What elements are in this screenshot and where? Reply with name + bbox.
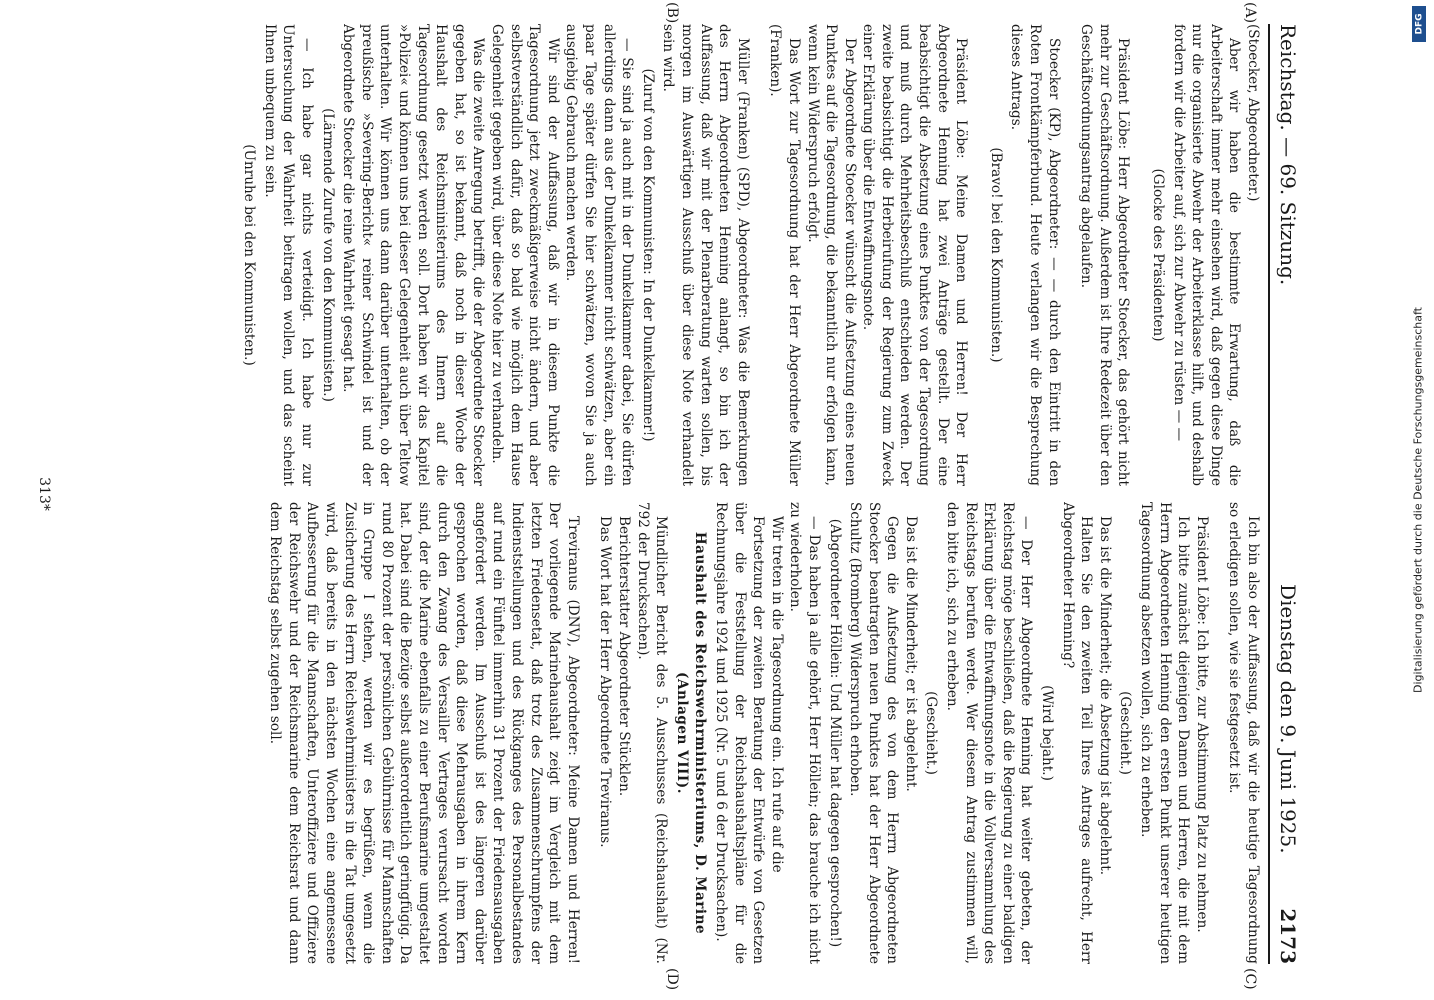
paragraph: Ich bitte zunächst diejenigen Damen und Herren, die mit dem Herrn Abgeordneten Henning den ersten Punkt unserer heutigen Tagesordnung absetzen wollen, sich zu erheben.: [1138, 502, 1192, 964]
paragraph: Das Wort hat der Herr Abgeordnete Treviranus.: [597, 516, 614, 848]
agenda-heading: Haushalt des Reichswehrministeriums, D. Marine (Anlagen VIII).: [673, 531, 709, 935]
paragraph: Was die zweite Anregung betrifft, die der Abgeordnete Stoecker gegeben hat, so ist bekannt, daß noch in dieser Woche der Haushalt des Reichsministeriums des Innern auf die Tagesordnung gesetzt werden soll. Dort haben wir das Kapitel »Polizei« und können uns bei dieser Gelegenheit auch über Teltow unterhalten. Wir können uns dann darüber unterhalten, ob der preußische »Severing-Bericht« reiner Schwindel ist und der Abgeordnete Stoecker die reine Wahrheit gesagt hat.: [340, 24, 487, 486]
header-left: Reichstag. — 69. Sitzung.: [1276, 24, 1300, 286]
speech-paragraph: Präsident Löbe: Herr Abgeordneter Stoecker, das gehört nicht mehr zur Geschäftsordnung. Außerdem ist Ihre Redezeit über den Geschäftsordnungsantrag abgelaufen.: [1078, 24, 1132, 486]
speech-paragraph: Müller (Franken) (SPD), Abgeordneter: Was die Bemerkungen des Herrn Abgeordneten Henning anlangt, so bin ich der Auffassung, daß wir mit der Plenarberatung warten sollen, bis morgen im Auswärtigen Ausschuß über diese Note verhandelt sein wird.: [660, 24, 751, 486]
paragraph: Das ist die Minderheit; er ist abgelehnt.: [902, 516, 919, 792]
sheet-number: 313*: [36, 477, 52, 511]
speech-paragraph: Stoecker (KP), Abgeordneter: — — durch den Eintritt in den Roten Frontkämpferbund. Heute verlangen wir die Besprechung dieses Antrags.: [1008, 24, 1062, 486]
header-date: Dienstag den 9. Juni 1925.: [1276, 584, 1300, 854]
stage-direction: (Abgeordneter Höllein: Und Müller hat dagegen gesprochen!): [826, 518, 843, 948]
funding-credit: Digitalisierung gefördert durch die Deutsche Forschungsgemeinschaft: [1411, 307, 1425, 693]
right-column: [42, 502, 1262, 964]
header-page-number: 2173: [1276, 908, 1300, 964]
paragraph: Das ist die Minderheit; die Absetzung ist abgelehnt.: [1096, 516, 1113, 876]
stage-direction: (Unruhe bei den Kommunisten.): [241, 144, 258, 366]
stage-direction: (Glocke des Präsidenten): [1150, 168, 1167, 342]
margin-mark-c: (C): [1242, 968, 1258, 990]
page-body: [30, 2, 1370, 991]
stage-direction: (Geschieht.): [1117, 691, 1134, 775]
paragraph: (Stoecker, Abgeordneter.): [1245, 24, 1261, 202]
paragraph: — Das haben ja alle gehört, Herr Höllein; das brauche ich nicht zu wiederholen.: [787, 502, 822, 964]
paragraph: — Sie sind ja auch mit in der Dunkelkammer dabei, Sie dürfen allerdings dann aus der Dunkelkammer nicht schwätzen, aber ein paar Tage später dürfen Sie hier schwätzen, wovon Sie ja auch ausgiebig Gebrauch machen werden.: [563, 24, 636, 486]
stage-direction: (Bravo! bei den Kommunisten.): [987, 147, 1004, 363]
paragraph: Aber wir haben die bestimmte Erwartung, daß die Arbeiterschaft immer mehr einsehen wird, daß gegen diese Dinge nur die organisierte Abwehr der Arbeiterklasse hilft, und deshalb fordern wir die Arbeiter auf, sich zur Abwehr zu rüsten — —: [1170, 24, 1243, 486]
speech-paragraph: Präsident Löbe: Meine Damen und Herren! Der Herr Abgeordnete Henning hat zwei Anträge gestellt. Der eine beabsichtigt die Absetzung eines Punktes von der Tagesordnung und muß durch Mehrheitsbeschluß entschieden werden. Der zweite beabsichtigt die Herbeirufung der Regierung zum Zweck einer Erklärung über die Entwaffnungsnote.: [860, 24, 970, 486]
stage-direction: (Wird bejaht.): [1039, 685, 1056, 781]
paragraph: Ich bin also der Auffassung, daß wir die heutige Tagesordnung so erledigen sollen, wie sie festgesetzt ist.: [1226, 502, 1261, 964]
page-header: [1268, 24, 1310, 964]
stage-direction: (Zuruf von den Kommunisten: In der Dunkelkammer!): [639, 68, 656, 442]
paragraph: Berichterstatter Abgeordneter Stücklen.: [616, 516, 632, 797]
speech-paragraph: Treviranus (DNV), Abgeordneter: Meine Damen und Herren! Der vorliegende Marinehaushalt zeigt im Vergleich mit dem letzten Friedensetat, daß trotz des Zusammenschrumpfens der Indienststellungen und des Rückganges des Personalbestandes auf rund ein Fünftel immerhin 31 Prozent der Friedensausgaben angefordert werden. Im Ausschuß ist des längeren darüber gesprochen worden, daß diese Mehrausgaben in ihrem Kern durch den Zwang des Versailler Vertrages verursacht worden sind, der die Marine ebenfalls zu einer Berufsmarine umgestaltet hat. Dabei sind die Bezüge selbst außerordentlich geringfügig. Da rund 80 Prozent der persönlichen Gebührnisse für Mannschaften in Gruppe I stehen, werden wir es begrüßen, wenn die Zusicherung des Herrn Reichswehrministers in die Tat umgesetzt wird, daß bereits in den nächsten Wochen eine angemessene Aufbesserung für die Mannschaften, Unteroffiziere und Offiziere der Reichswehr und der Reichsmarine dem Reichsrat und dann dem Reichstag selbst zugehen soll.: [267, 502, 581, 964]
paragraph: — Der Herr Abgeordnete Henning hat weiter gebeten, der Reichstag möge beschließen, daß die Regierung zu einer baldigen Erklärung über die Entwaffnungsnote in die Vollversammlung des Reichstags berufen werde. Wer diesem Antrag zustimmen will, den bitte ich, sich zu erheben.: [944, 502, 1035, 964]
speech-paragraph: Präsident Löbe: Ich bitte, zur Abstimmung Platz zu nehmen.: [1193, 516, 1210, 933]
paragraph: Wir sind der Auffassung, daß wir in diesem Punkte die Tagesordnung jetzt zweckmäßigerweise nicht ändern, und aber selbstverständlich dafür, daß so bald wie möglich dem Hause Gelegenheit gegeben wird, über diese Note hier zu verhandeln.: [489, 24, 561, 486]
left-column: [42, 24, 1262, 486]
margin-mark-b: (B): [664, 2, 680, 24]
margin-mark-d: (D): [664, 968, 680, 991]
dfg-logo: [1412, 6, 1426, 42]
paragraph: Das Wort zur Tagesordnung hat der Herr Abgeordnete Müller (Franken).: [767, 24, 802, 486]
dfg-logo-text: DFG: [1414, 13, 1425, 35]
stage-direction: (Geschieht.): [923, 691, 940, 775]
margin-mark-a: (A): [1242, 2, 1258, 24]
paragraph: Mündlicher Bericht des 5. Ausschusses (Reichshaushalt) (Nr. 792 der Drucksachen).: [634, 502, 670, 964]
stage-direction: (Lärmende Zurufe von den Kommunisten.): [319, 108, 336, 402]
paragraph: — Ich habe gar nichts verteidigt. Ich habe nur zur Untersuchung der Wahrheit beitragen wollen, und das scheint Ihnen unbequem zu sein.: [261, 24, 316, 486]
paragraph: Halten Sie den zweiten Teil Ihres Antrages aufrecht, Herr Abgeordneter Henning?: [1059, 502, 1095, 964]
agenda-item: Fortsetzung der zweiten Beratung der Entwürfe von Gesetzen über die Feststellung der Reichshaushaltspläne für die Rechnungsjahre 1924 und 1925 (Nr. 5 und 6 der Drucksachen).: [712, 502, 767, 964]
paragraph: Der Abgeordnete Stoecker wünscht die Aufsetzung eines neuen Punktes auf die Tagesordnung, die bekanntlich nur erfolgen kann, wenn kein Widerspruch erfolgt.: [804, 24, 858, 486]
paragraph: Wir treten in die Tagesordnung ein. Ich rufe auf die: [768, 516, 785, 873]
paragraph: Gegen die Aufsetzung des von dem Herrn Abgeordneten Stoecker beantragten neuen Punktes hat der Herr Abgeordnete Schultz (Bromberg) Widerspruch erhoben.: [847, 502, 901, 964]
